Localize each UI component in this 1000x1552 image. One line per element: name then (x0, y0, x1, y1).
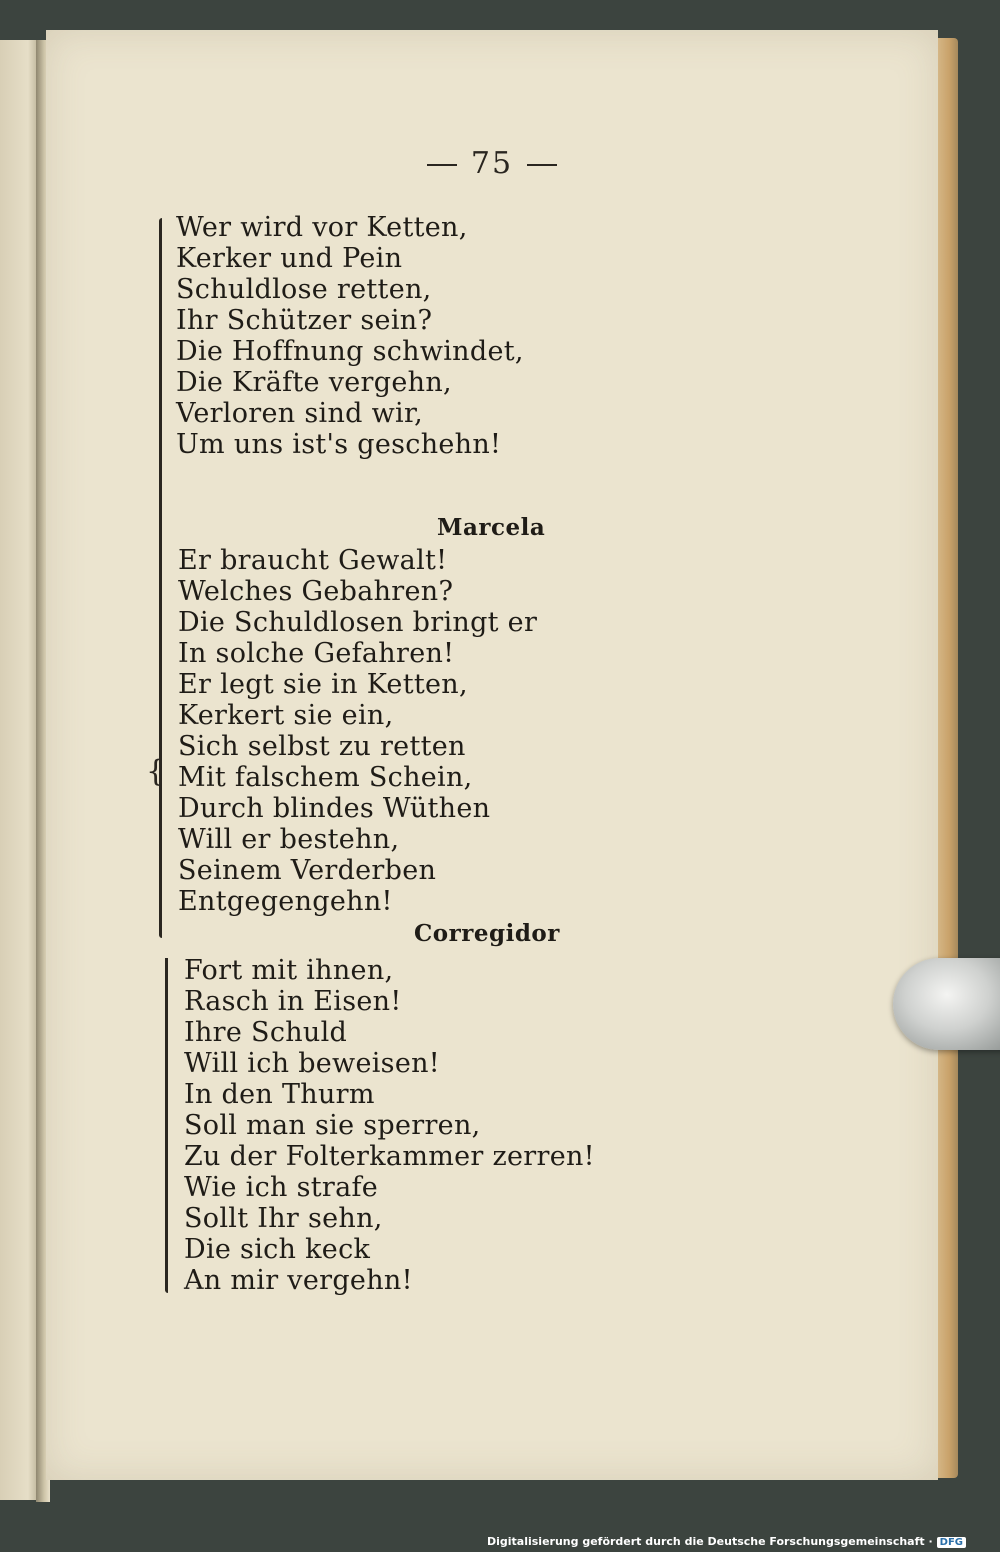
verse-block (178, 545, 537, 917)
dfg-logo: DFG (937, 1537, 966, 1548)
verse-line: Ihr Schützer sein? (176, 305, 433, 336)
speaker-name: Marcela (437, 514, 546, 541)
verse-line: Kerker und Pein (176, 243, 403, 274)
facing-page-edge (0, 40, 40, 1500)
verse-line: Die sich keck (184, 1234, 371, 1265)
verse-line: Will ich beweisen! (184, 1048, 440, 1079)
verse-line: Um uns ist's geschehn! (176, 429, 502, 460)
verse-line: Sollt Ihr sehn, (184, 1203, 383, 1234)
verse-line: Welches Gebahren? (178, 576, 454, 607)
verse-line: Die Hoffnung schwindet, (176, 336, 524, 367)
verse-line: Er braucht Gewalt! (178, 545, 448, 576)
verse-line: Er legt sie in Ketten, (178, 669, 468, 700)
verse-line: Fort mit ihnen, (184, 955, 394, 986)
verse-line: Kerkert sie ein, (178, 700, 394, 731)
verse-line: Rasch in Eisen! (184, 986, 402, 1017)
verse-line: Seinem Verderben (178, 855, 437, 886)
verse-line: Schuldlose retten, (176, 274, 432, 305)
page-number-dash-right (527, 164, 557, 166)
digitization-credit (487, 1535, 966, 1548)
verse-line: Zu der Folterkammer zerren! (184, 1141, 595, 1172)
book-page (46, 30, 938, 1480)
verse-line: Durch blindes Wüthen (178, 793, 491, 824)
verse-block (176, 212, 524, 460)
verse-line: Entgegengehn! (178, 886, 393, 917)
verse-line: Will er bestehn, (178, 824, 400, 855)
page-number-dash-left (427, 164, 457, 166)
verse-line: Die Kräfte vergehn, (176, 367, 452, 398)
verse-line: Wer wird vor Ketten, (176, 212, 468, 243)
verse-line: Mit falschem Schein, (178, 762, 473, 793)
verse-line: Sich selbst zu retten (178, 731, 466, 762)
credit-text: Digitalisierung gefördert durch die Deutsche Forschungsgemeinschaft · (486, 1535, 933, 1548)
verse-line: In solche Gefahren! (178, 638, 455, 669)
speaker-name: Corregidor (414, 920, 560, 947)
brace-point: { (146, 754, 166, 789)
verse-brace (159, 218, 162, 938)
verse-line: Ihre Schuld (184, 1017, 348, 1048)
verse-line: An mir vergehn! (184, 1265, 413, 1296)
page-edge (936, 38, 958, 1478)
verse-brace (165, 958, 168, 1293)
verse-block (184, 955, 595, 1296)
verse-line: Soll man sie sperren, (184, 1110, 481, 1141)
verse-line: Die Schuldlosen bringt er (178, 607, 538, 638)
verse-line: In den Thurm (184, 1079, 375, 1110)
page-clip (893, 958, 1000, 1050)
verse-line: Wie ich strafe (184, 1172, 379, 1203)
verse-line: Verloren sind wir, (176, 398, 424, 429)
page-number (46, 146, 938, 181)
page-number-value: 75 (470, 146, 514, 181)
